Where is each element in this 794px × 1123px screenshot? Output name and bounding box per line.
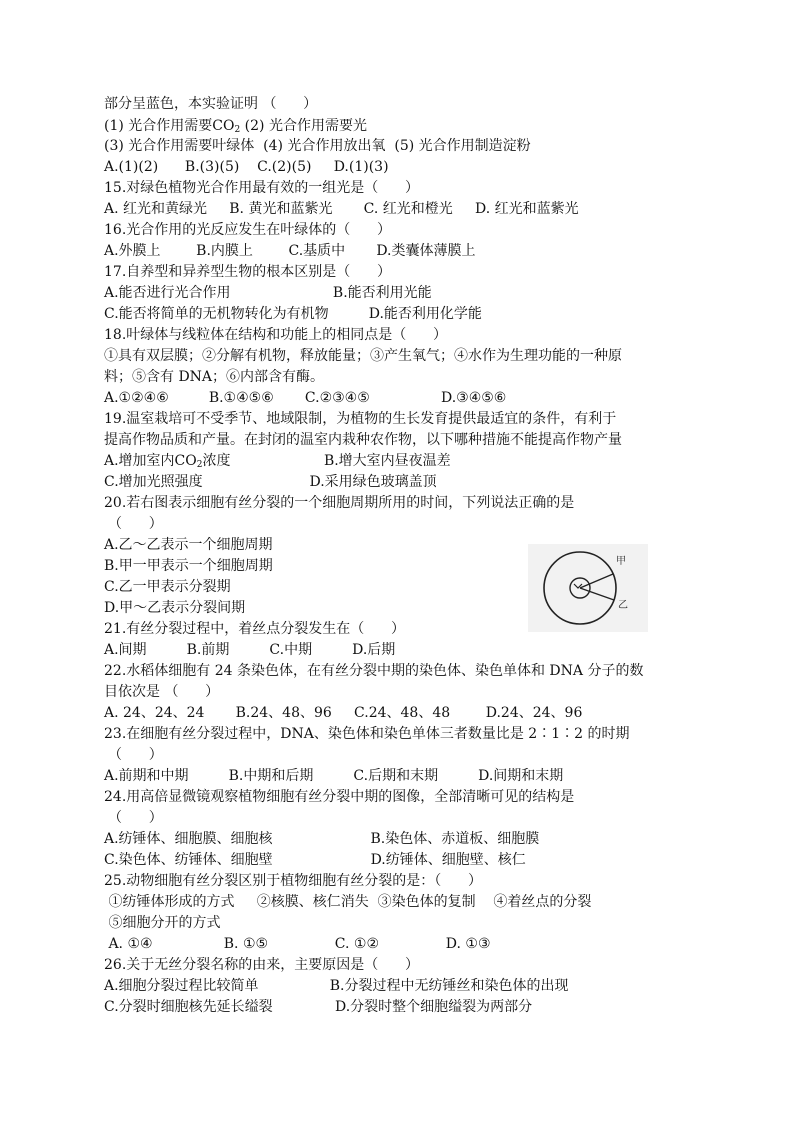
q22-stem-2: 目依次是 （ ）	[104, 684, 220, 700]
q20-blank: （ ）	[108, 516, 163, 532]
q26-stem: 26.关于无丝分裂名称的由来，主要原因是（ ）	[104, 957, 419, 973]
q24-blank: （ ）	[108, 810, 163, 826]
q20-option-c: C.乙一甲表示分裂期	[104, 579, 231, 595]
q16-stem: 16.光合作用的光反应发生在叶绿体的（ ）	[104, 222, 391, 238]
q20-option-d: D.甲～乙表示分裂间期	[104, 600, 246, 616]
q26-answers-ab: A.细胞分裂过程比较简单 B.分裂过程中无纺锤丝和染色体的出现	[104, 978, 569, 994]
q16-answers: A.外膜上 B.内膜上 C.基质中 D.类囊体薄膜上	[104, 243, 476, 259]
q19-stem-2: 提高作物品质和产量。在封闭的温室内栽种农作物，以下哪种措施不能提高作物产量	[104, 432, 622, 448]
q15-stem: 15.对绿色植物光合作用最有效的一组光是（ ）	[104, 180, 419, 196]
q18-statements-1: ①具有双层膜；②分解有机物，释放能量；③产生氧气；④水作为生理功能的一种原	[104, 348, 622, 364]
q25-answers: A. ①④ B. ①⑤ C. ①② D. ①③	[104, 936, 491, 952]
q14-stem-continued: 部分呈蓝色，本实验证明 （ ）	[104, 96, 318, 112]
q15-answers: A. 红光和黄绿光 B. 黄光和蓝紫光 C. 红光和橙光 D. 红光和蓝紫光	[104, 201, 579, 217]
q14-option-line-1: (1) 光合作用需要$CO_2$ (2) 光合作用需要光	[104, 118, 367, 135]
q22-answers: A. 24、24、24 B.24、48、96 C.24、48、48 D.24、24、96	[104, 705, 583, 721]
q14-answers: A.(1)(2) B.(3)(5) C.(2)(5) D.(1)(3)	[104, 159, 389, 175]
q25-stem: 25.动物细胞有丝分裂区别于植物细胞有丝分裂的是：（ ）	[104, 873, 482, 889]
q17-stem: 17.自养型和异养型生物的根本区别是（ ）	[104, 264, 391, 280]
label-yi: 乙	[618, 600, 628, 611]
q19-answers-ab: A.增加室内$CO_2$浓度 B.增大室内昼夜温差	[104, 453, 451, 470]
q20-option-b: B.甲一甲表示一个细胞周期	[104, 558, 273, 574]
q26-answers-cd: C.分裂时细胞核先延长缢裂 D.分裂时整个细胞缢裂为两部分	[104, 999, 533, 1015]
q18-stem: 18.叶绿体与线粒体在结构和功能上的相同点是（ ）	[104, 327, 447, 343]
q25-statements-1: ①纺锤体形成的方式 ②核膜、核仁消失 ③染色体的复制 ④着丝点的分裂	[104, 894, 592, 910]
figure-background	[528, 544, 648, 632]
q25-statements-2: ⑤细胞分开的方式	[104, 915, 221, 931]
q24-stem: 24.用高倍显微镜观察植物细胞有丝分裂中期的图像，全部清晰可见的结构是	[104, 789, 575, 805]
q18-answers: A.①②④⑥ B.①④⑤⑥ C.②③④⑤ D.③④⑤⑥	[104, 390, 507, 406]
cell-cycle-figure	[528, 544, 648, 632]
q21-answers: A.间期 B.前期 C.中期 D.后期	[104, 642, 396, 658]
q17-answers-cd: C.能否将简单的无机物转化为有机物 D.能否利用化学能	[104, 306, 482, 322]
q23-stem: 23.在细胞有丝分裂过程中，DNA、染色体和染色单体三者数量比是 2∶1∶2 的时期	[104, 726, 630, 742]
q17-answers-ab: A.能否进行光合作用 B.能否利用光能	[104, 285, 432, 301]
q23-answers: A.前期和中期 B.中期和后期 C.后期和末期 D.间期和末期	[104, 768, 564, 784]
label-jia: 甲	[616, 556, 626, 567]
q24-answers-ab: A.纺锤体、细胞膜、细胞核 B.染色体、赤道板、细胞膜	[104, 831, 540, 847]
q24-answers-cd: C.染色体、纺锤体、细胞壁 D.纺锤体、细胞壁、核仁	[104, 852, 526, 868]
q21-stem: 21.有丝分裂过程中，着丝点分裂发生在（ ）	[104, 621, 405, 637]
q20-option-a: A.乙～乙表示一个细胞周期	[104, 537, 273, 553]
q18-statements-2: 料；⑤含有 DNA；⑥内部含有酶。	[104, 369, 325, 385]
q19-stem-1: 19.温室栽培可不受季节、地域限制，为植物的生长发育提供最适宜的条件，有利于	[104, 411, 617, 427]
q23-blank: （ ）	[108, 747, 163, 763]
q20-stem: 20.若右图表示细胞有丝分裂的一个细胞周期所用的时间，下列说法正确的是	[104, 495, 575, 511]
q22-stem-1: 22.水稻体细胞有 24 条染色体，在有丝分裂中期的染色体、染色单体和 DNA 分子的数	[104, 663, 644, 679]
q19-answers-cd: C.增加光照强度 D.采用绿色玻璃盖顶	[104, 474, 437, 490]
q14-option-line-2: (3) 光合作用需要叶绿体 (4) 光合作用放出氧 (5) 光合作用制造淀粉	[104, 138, 531, 154]
